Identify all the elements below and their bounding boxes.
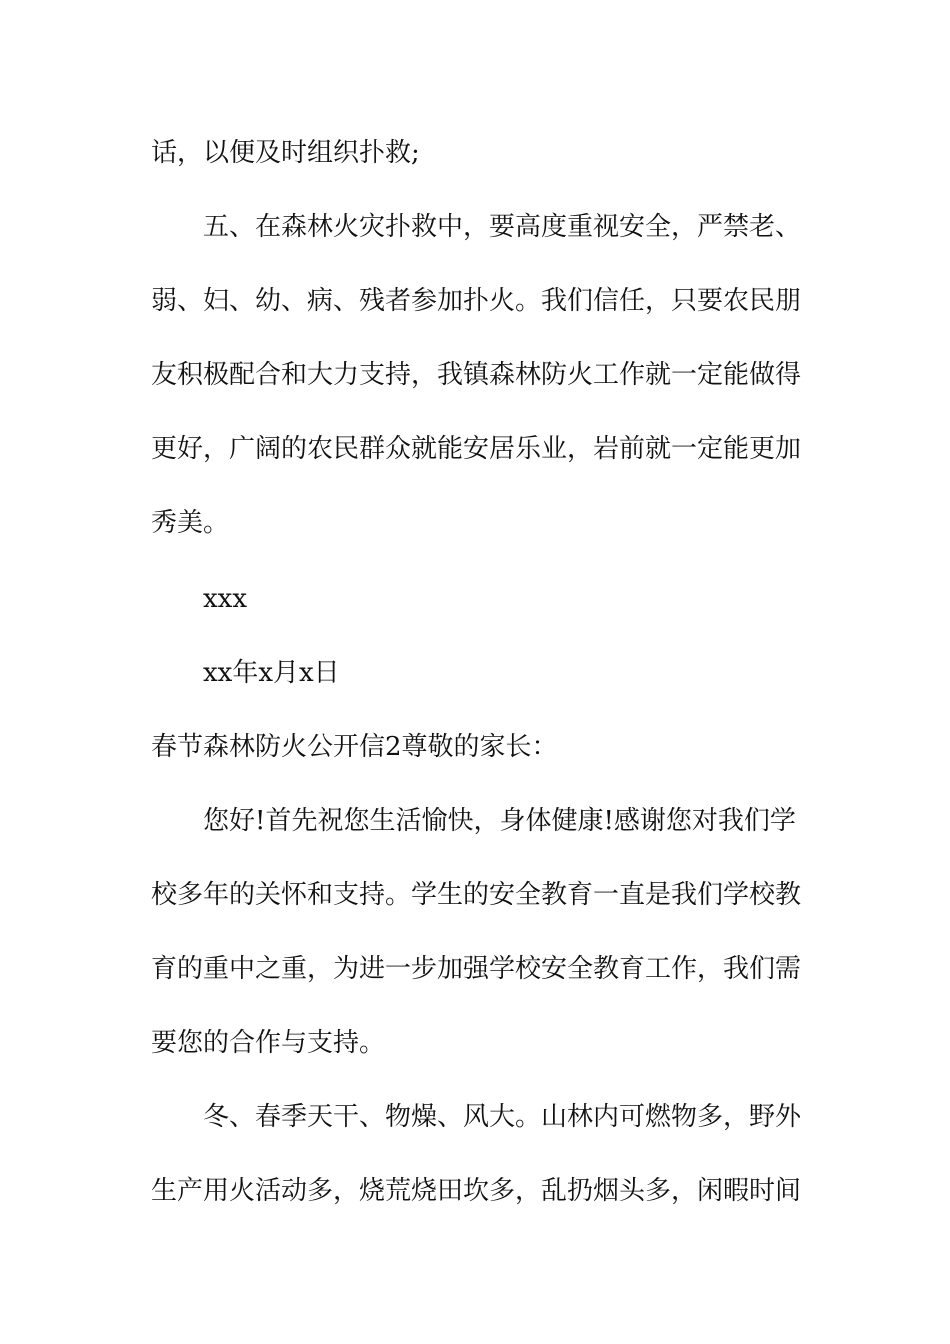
text-line: 育的重中之重，为进一步加强学校安全教育工作，我们需: [151, 954, 801, 984]
text-line: 生产用火活动多，烧荒烧田坎多，乱扔烟头多，闲暇时间: [151, 1176, 801, 1206]
paragraph-start: 五、在森林火灾扑救中，要高度重视安全，严禁老、: [203, 212, 802, 242]
text-line: 弱、妇、幼、病、残者参加扑火。我们信任，只要农民朋: [151, 286, 801, 316]
text-line: 友积极配合和大力支持，我镇森林防火工作就一定能做得: [151, 360, 801, 390]
paragraph-start: 您好!首先祝您生活愉快，身体健康!感谢您对我们学: [203, 806, 796, 836]
paragraph-start: 冬、春季天干、物燥、风大。山林内可燃物多，野外: [203, 1102, 802, 1132]
text-line: 校多年的关怀和支持。学生的安全教育一直是我们学校教: [151, 880, 801, 910]
signature: xxx: [203, 584, 247, 614]
section-heading: 春节森林防火公开信2尊敬的家长：: [151, 732, 558, 762]
text-line: 秀美。: [151, 508, 230, 538]
text-line: 要您的合作与支持。: [151, 1028, 386, 1058]
text-line: 话，以便及时组织扑救;: [151, 138, 420, 168]
text-line: 更好，广阔的农民群众就能安居乐业，岩前就一定能更加: [151, 434, 801, 464]
date: xx年x月x日: [203, 658, 340, 688]
